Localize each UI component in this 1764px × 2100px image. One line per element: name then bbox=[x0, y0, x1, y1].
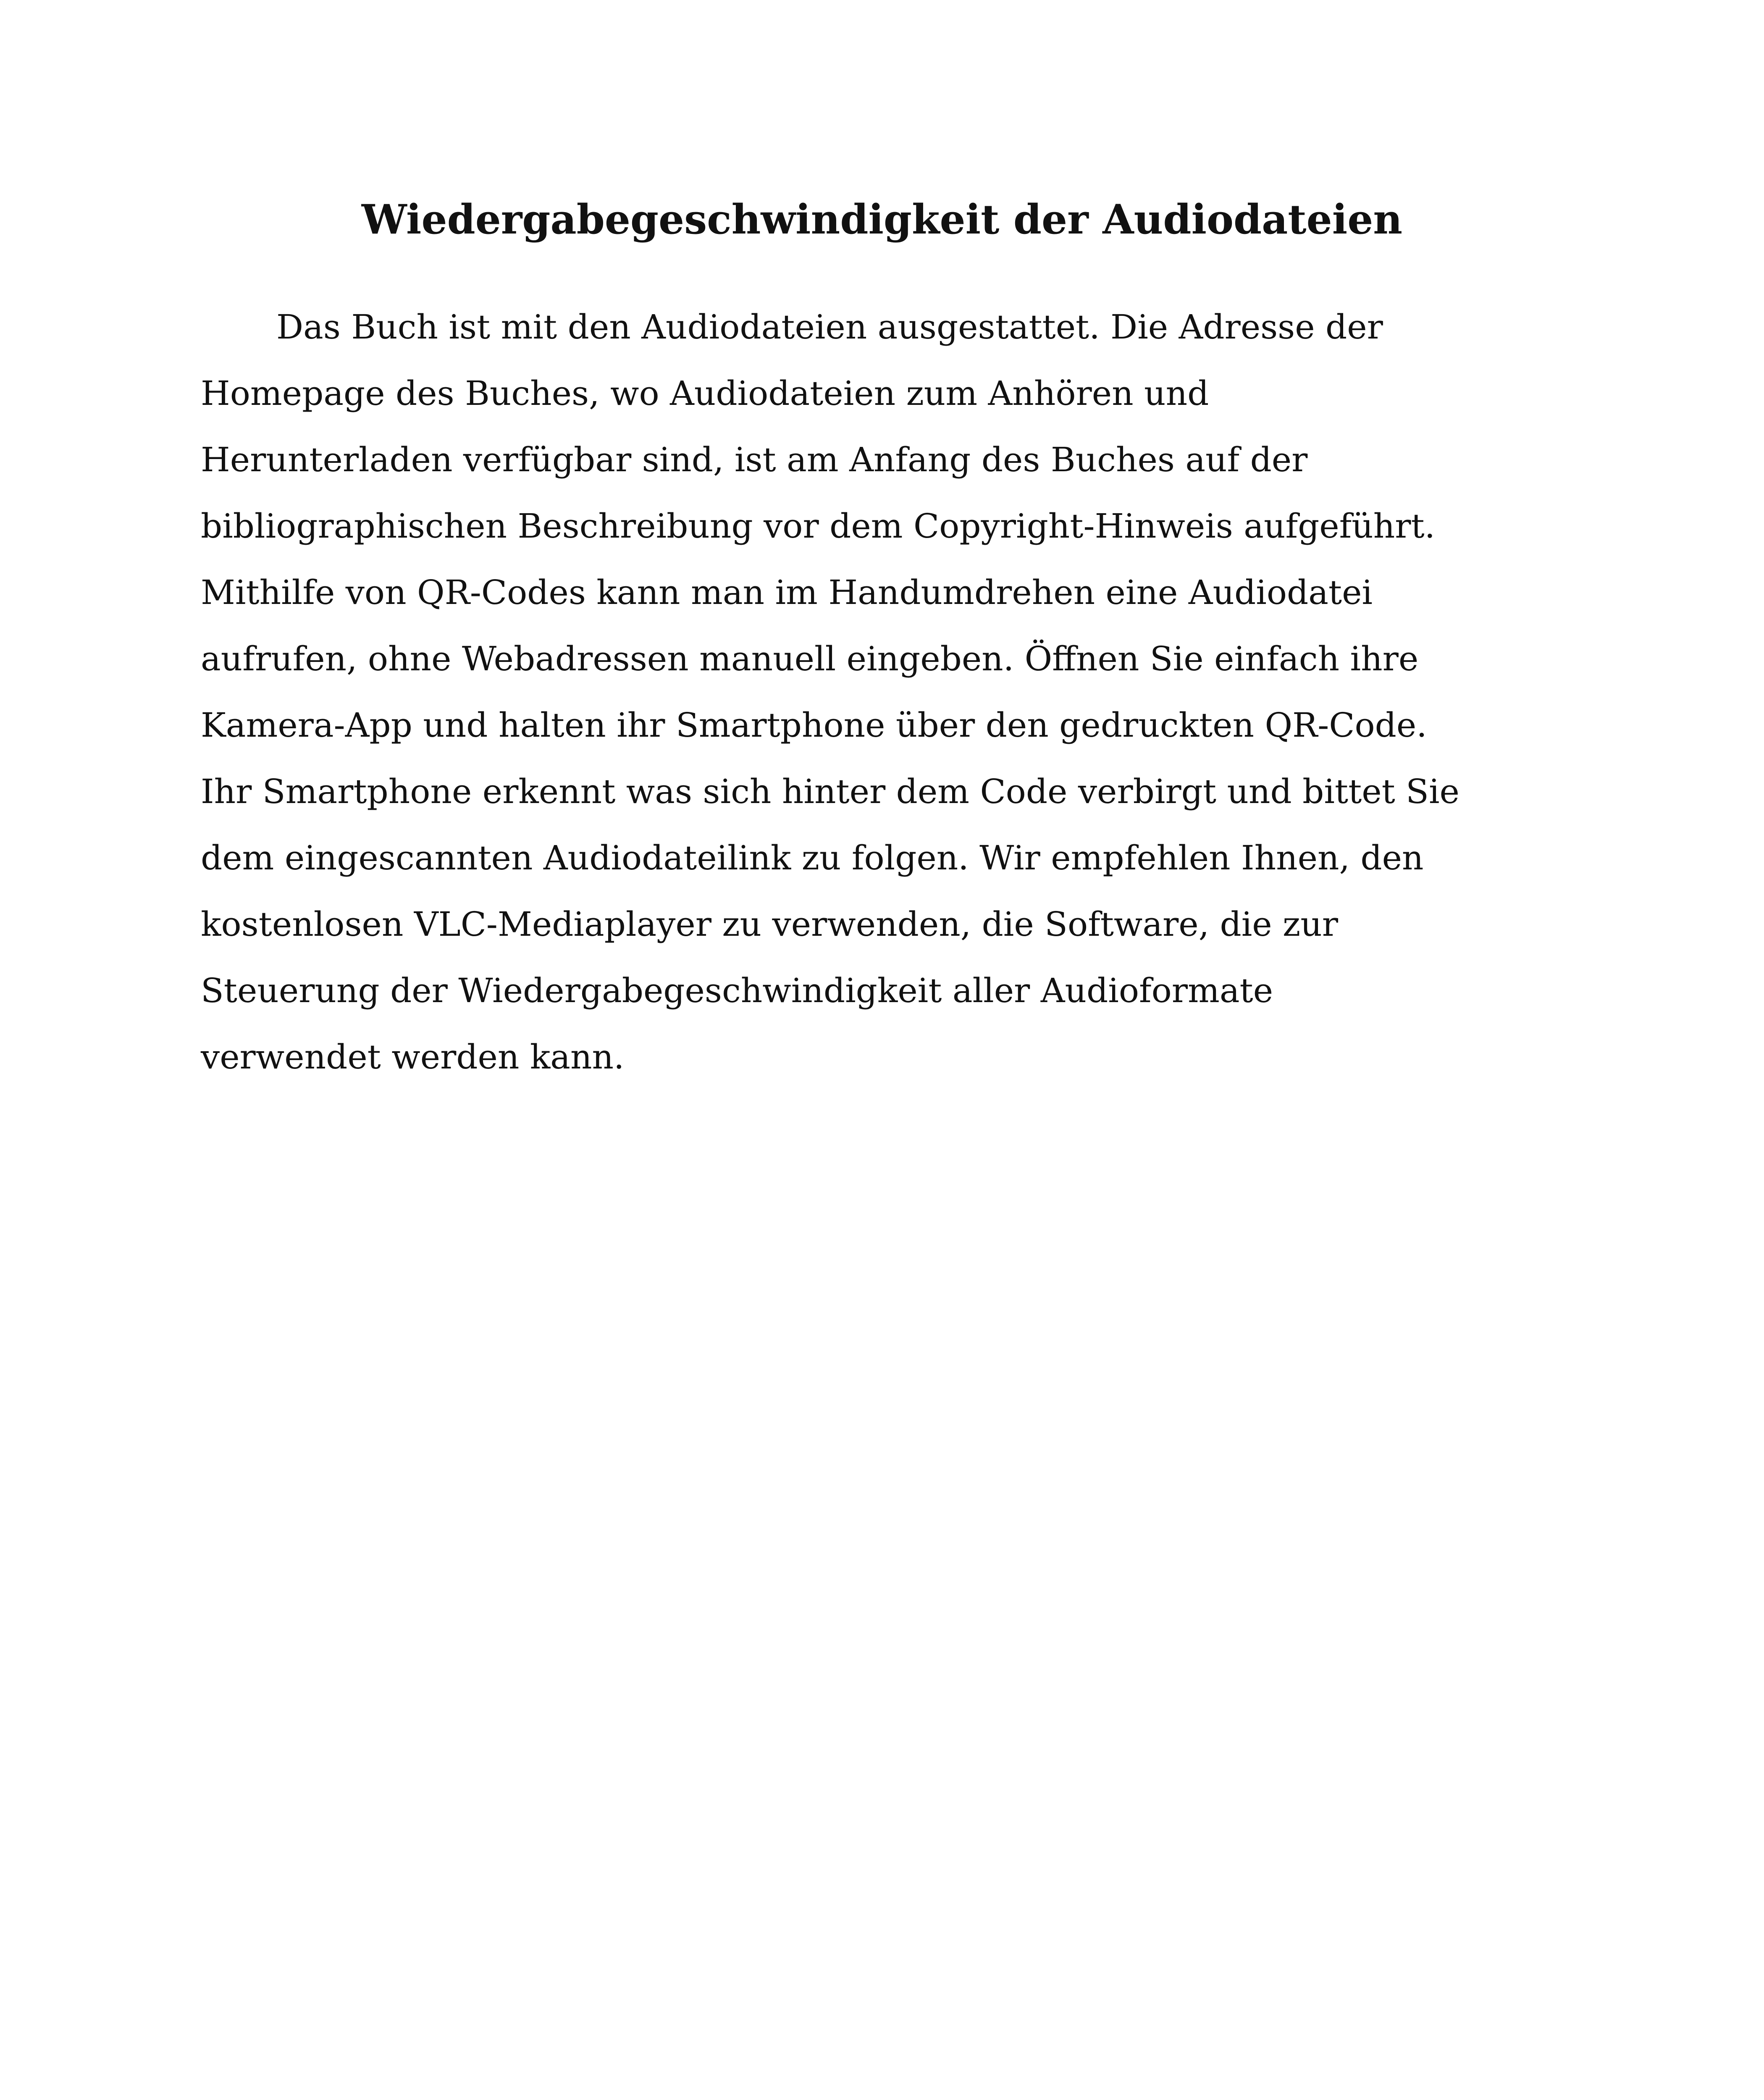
paragraph-line: dem eingescannten Audiodateilink zu folgen. Wir empfehlen Ihnen, den bbox=[201, 838, 1424, 877]
body-paragraph bbox=[201, 294, 1553, 1090]
paragraph-line: Steuerung der Wiedergabegeschwindigkeit aller Audioformate bbox=[201, 971, 1273, 1010]
page-heading: Wiedergabegeschwindigkeit der Audiodateien bbox=[361, 196, 1403, 243]
paragraph-line: verwendet werden kann. bbox=[201, 1037, 625, 1076]
paragraph-line: kostenlosen VLC-Mediaplayer zu verwenden, die Software, die zur bbox=[201, 905, 1338, 944]
paragraph-line: Ihr Smartphone erkennt was sich hinter dem Code verbirgt und bittet Sie bbox=[201, 772, 1460, 811]
paragraph-line: Herunterladen verfügbar sind, ist am Anfang des Buches auf der bbox=[201, 440, 1308, 479]
paragraph-line: Homepage des Buches, wo Audiodateien zum Anhören und bbox=[201, 374, 1209, 413]
paragraph-line: bibliographischen Beschreibung vor dem Copyright-Hinweis aufgeführt. bbox=[201, 507, 1436, 546]
paragraph-line: Kamera-App und halten ihr Smartphone über den gedruckten QR-Code. bbox=[201, 706, 1427, 745]
paragraph-line: aufrufen, ohne Webadressen manuell eingeben. Öffnen Sie einfach ihre bbox=[201, 639, 1419, 678]
paragraph-line: Das Buch ist mit den Audiodateien ausgestattet. Die Adresse der bbox=[276, 307, 1383, 346]
paragraph-line: Mithilfe von QR-Codes kann man im Handumdrehen eine Audiodatei bbox=[201, 573, 1373, 612]
